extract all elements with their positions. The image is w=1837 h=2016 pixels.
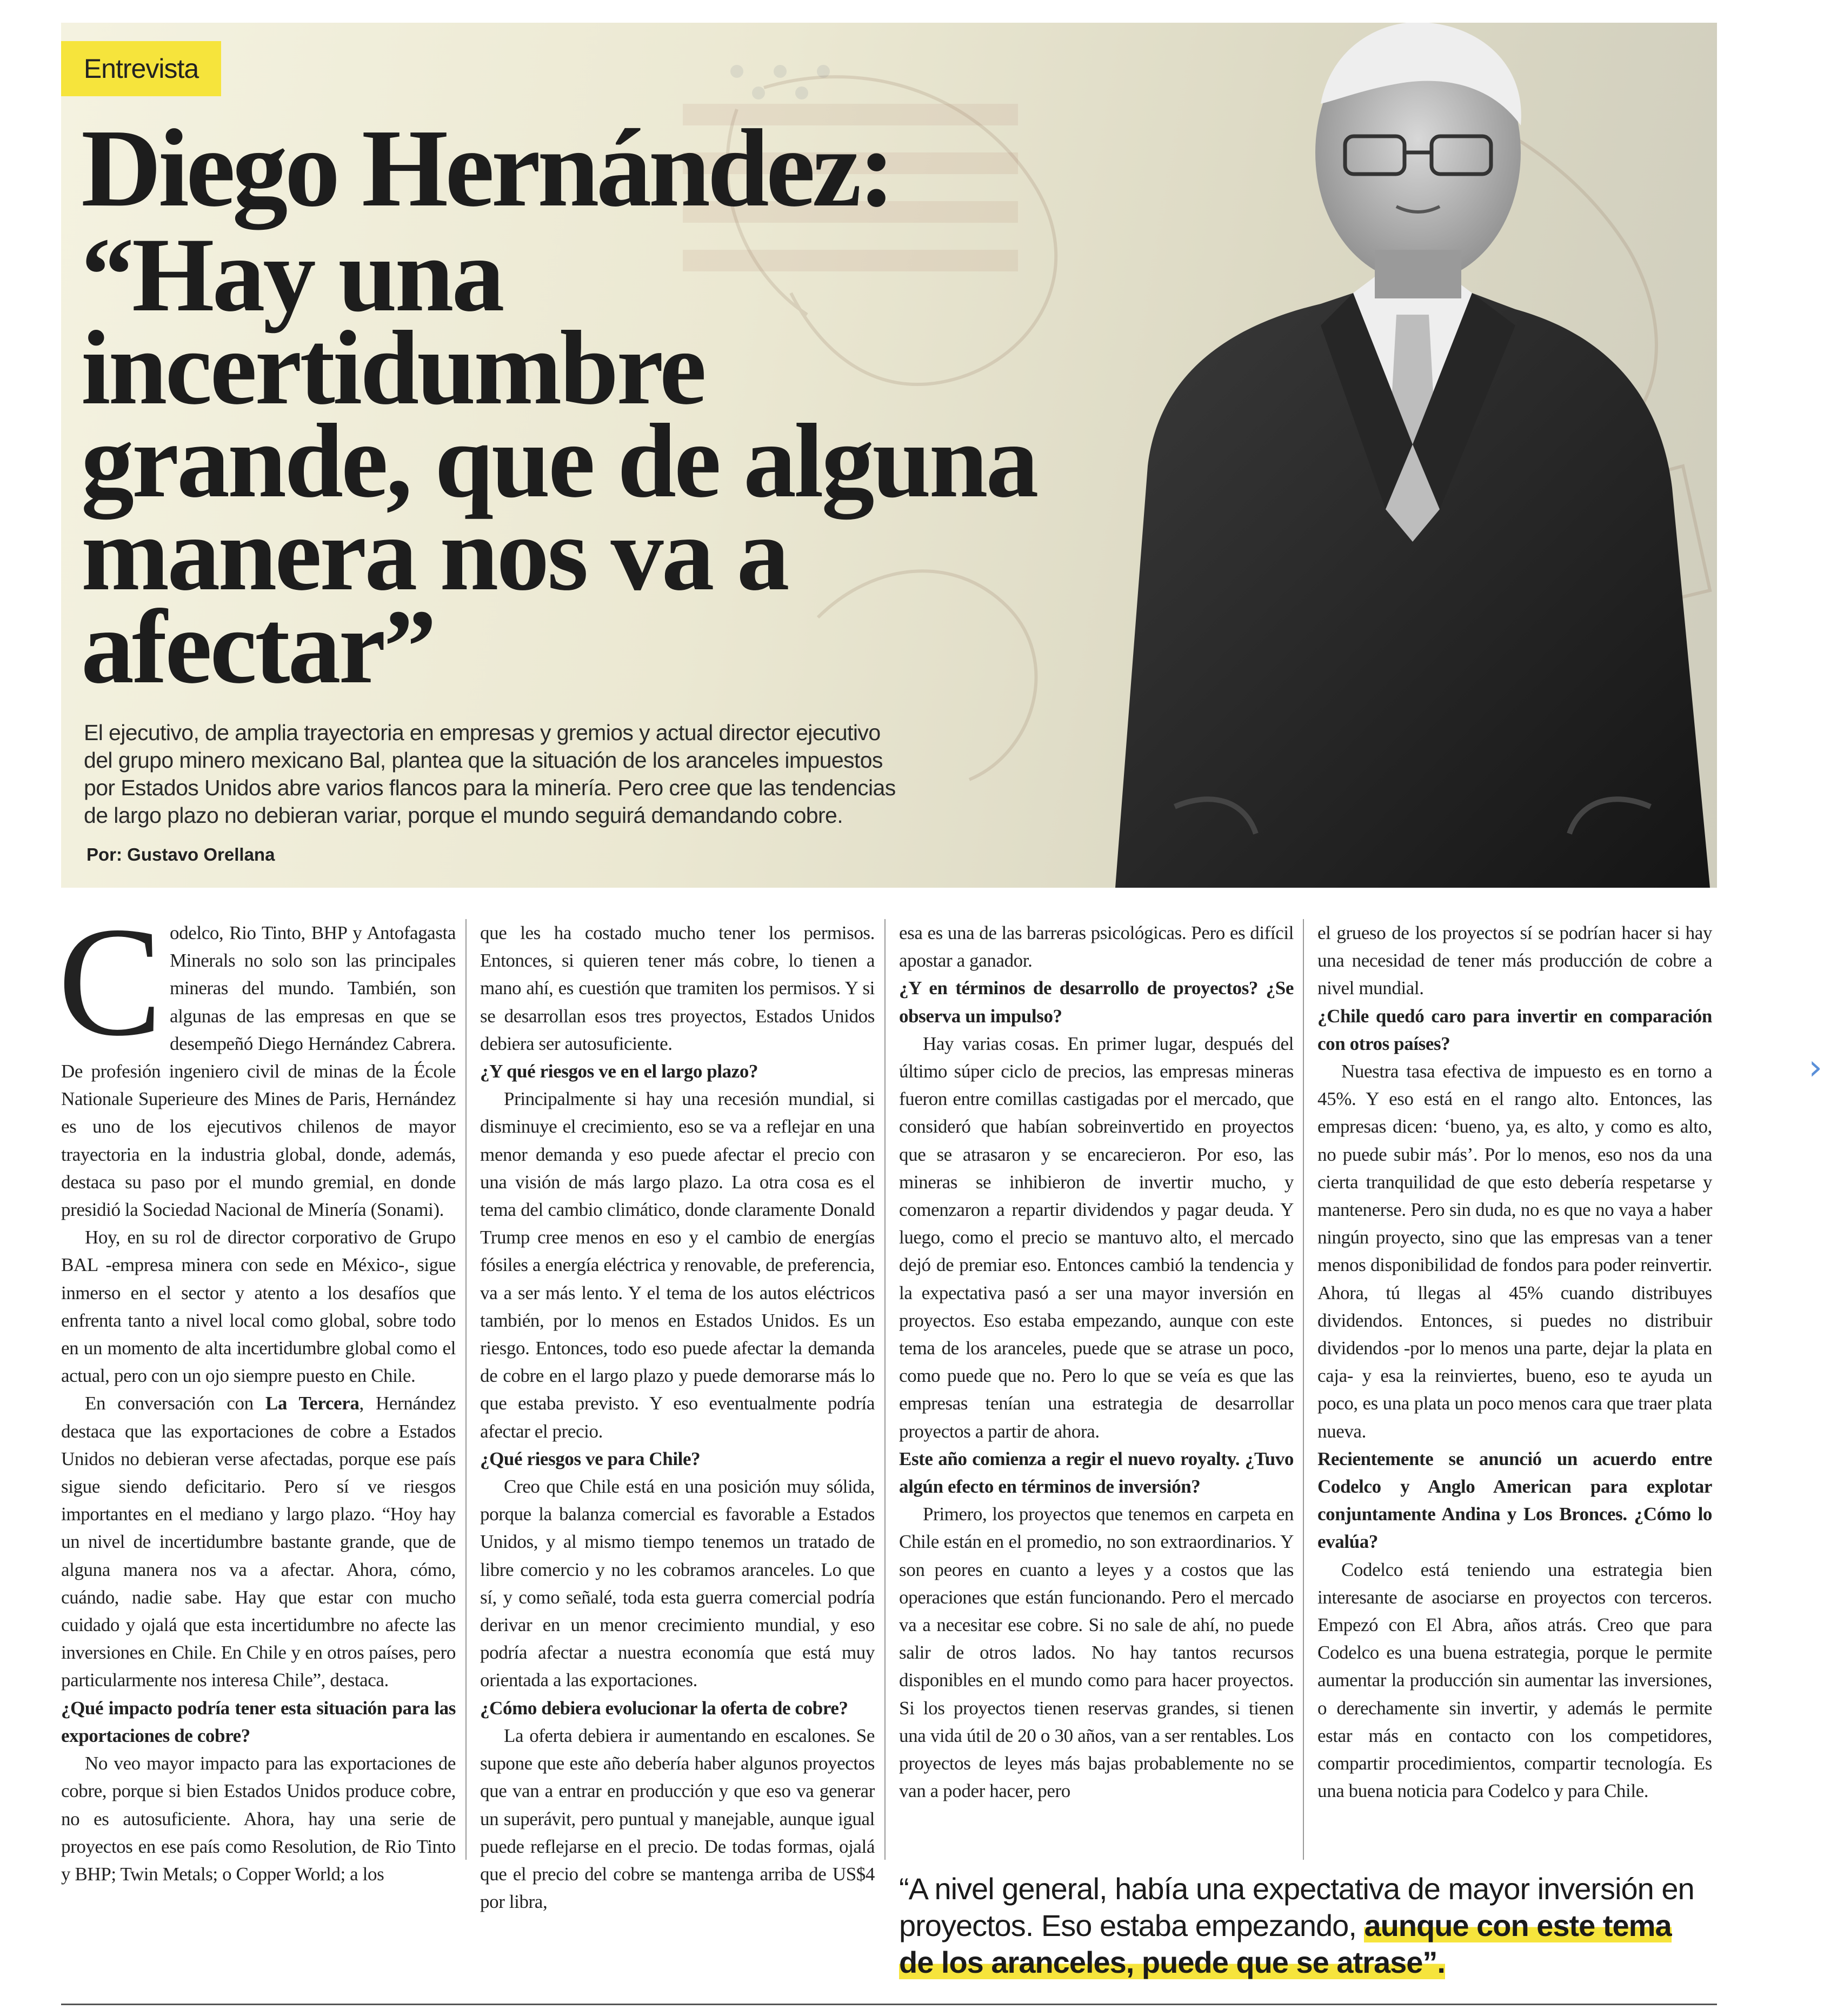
- headline-quote: “Hay una incertidumbre grande, que de alguna manera nos va a afectar”: [81, 216, 1037, 706]
- paragraph: Creo que Chile está en una posición muy sólida, porque la balanza comercial es favorable a Estados Unidos, y al mismo tiempo tenemos un tratado de libre comercio y no les cobramos aranceles. Lo que sí, y como señalé, toda esta guerra comercial podría derivar en un menor crecimiento mundial, y eso podría afectar a nuestra economía que está muy orientada a las exportaciones.: [480, 1476, 875, 1691]
- headline-name: Diego Hernández:: [81, 106, 893, 230]
- pull-quote-text: “A nivel general, había una expectativa de mayor inversión en proyectos. Eso estaba empezando,: [899, 1872, 1694, 1942]
- bottom-divider: [61, 2004, 1717, 2005]
- paragraph: Principalmente si hay una recesión mundial, si disminuye el crecimiento, eso se va a reflejar en una menor demanda y eso puede afectar el precio con una visión de más largo plazo. La otra cosa es el tema del cambio climático, donde claramente Donald Trump cree menos en eso y el cambio de energías fósiles a energía eléctrica y renovable, de preferencia, va a ser más lento. Y el tema de los autos eléctricos también, por lo menos en Estados Unidos. Es un riesgo. Entonces, todo eso puede afectar la demanda de cobre en el largo plazo y puede demorarse más lo que estaba previsto. Y eso eventualmente podría afectar el precio.: [480, 1088, 875, 1442]
- interview-question: ¿Y qué riesgos ve en el largo plazo?: [480, 1061, 758, 1082]
- headline: [81, 106, 1043, 706]
- paragraph: Codelco está teniendo una estrategia bien interesante de asociarse en proyectos con terceros. Empezó con El Abra, años atrás. Creo que para Codelco es una buena estrategia, porque le permite aumentar la producción sin aumentar las inversiones, o derechamente sin invertir, y además le permite estar más en contacto con los competidores, compartir procedimientos, compartir tecnología. Es una buena noticia para Codelco y para Chile.: [1317, 1559, 1712, 1802]
- body-column-4: [1317, 919, 1712, 1805]
- paragraph-comma: ,: [359, 1393, 376, 1414]
- body-column-3: [899, 919, 1294, 1805]
- body-column-1: [58, 895, 456, 1888]
- pull-quote-highlight: aunque con este tema de los aranceles, puede que se atrase”.: [899, 1908, 1672, 1979]
- lede-paragraph: El ejecutivo, de amplia trayectoria en empresas y gremios y actual director ejecutivo del grupo minero mexicano Bal, plantea que la situación de los aranceles impuestos por Estados Unidos abre varios flancos para la minería. Pero cree que las tendencias de largo plazo no debieran variar, porque el mundo seguirá demandando cobre.: [84, 720, 896, 828]
- byline: Por: Gustavo Orellana: [86, 844, 275, 864]
- body-column-2: [480, 919, 875, 1915]
- paragraph: odelco, Rio Tinto, BHP y Antofagasta Minerals no solo son las principales mineras del mundo. También, son algunas de las empresas en que se desempeñó Diego Hernández Cabrera. De profesión ingeniero civil de minas de la École Nationale Superieure des Mines de Paris, Hernández es uno de los ejecutivos chilenos de mayor trayectoria en la industria global, donde, además, destaca su paso por el mundo gremial, en donde presidió la Sociedad Nacional de Minería (Sonami).: [61, 922, 456, 1221]
- paragraph-text: Hernández destaca que las exportaciones de cobre a Estados Unidos no debieran verse afectadas, porque ese país sigue siendo deficitario. Pero sí ve riesgos importantes en el mediano y largo plazo. “Hoy hay un nivel de incertidumbre bastante grande, que de alguna manera nos va a afectar. Ahora, cómo, cuándo, nadie sabe. Hay que estar con mucho cuidado y ojalá que esta incertidumbre no afecte las inversiones en Chile. En Chile y en otros países, pero particularmente nos interesa Chile”, destaca.: [61, 1393, 456, 1691]
- column-divider: [465, 919, 467, 1860]
- chevron-right-icon[interactable]: ›: [1808, 1048, 1822, 1088]
- paragraph: La oferta debiera ir aumentando en escalones. Se supone que este año debería haber algunos proyectos que van a entrar en producción y que eso va generar un superávit, pero puntual y manejable, aunque igual puede reflejarse en el precio. De todas formas, ojalá que el precio del cobre se mantenga arriba de US$4 por libra,: [480, 1725, 875, 1913]
- publication-name: La Tercera: [265, 1393, 360, 1414]
- paragraph: que les ha costado mucho tener los permisos. Entonces, si quieren tener más cobre, lo tienen a mano ahí, es cuestión que tramiten los permisos. Y si se desarrollan esos tres proyectos, Estados Unidos debiera ser autosuficiente.: [480, 922, 875, 1054]
- paragraph: esa es una de las barreras psicológicas. Pero es difícil apostar a ganador.: [899, 922, 1294, 972]
- column-divider: [884, 919, 886, 1860]
- paragraph: Nuestra tasa efectiva de impuesto es en torno a 45%. Y eso está en el rango alto. Entonces, las empresas dicen: ‘bueno, ya, es alto, y como es alto, no puede subir más’. Por lo menos, eso nos da una cierta tranquilidad de que esto debería respetarse y mantenerse. Pero sin duda, no es que no vaya a haber ningún proyecto, sino que las empresas van a tener menos disponibilidad de fondos para poder reinvertir. Ahora, tú llegas al 45% cuando distribuyes dividendos. Entonces, si puedes no distribuir dividendos -por lo menos una parte, dejar la plata en caja- y esa la reinviertes, bueno, eso te ayuda un poco, es una plata un poco menos cara que traer plata nueva.: [1317, 1061, 1712, 1442]
- paragraph: Hoy, en su rol de director corporativo de Grupo BAL -empresa minera con sede en México-, sigue inmerso en el sector y atento a los desafíos que enfrenta tanto a nivel local como global, sobre todo en un momento de alta incertidumbre global como el actual, pero con un ojo siempre puesto en Chile.: [61, 1227, 456, 1387]
- interview-question: ¿Cómo debiera evolucionar la oferta de cobre?: [480, 1697, 848, 1719]
- paragraph: No veo mayor impacto para las exportaciones de cobre, porque si bien Estados Unidos produce cobre, no es autosuficiente. Ahora, hay una serie de proyectos en ese país como Resolution, de Rio Tinto y BHP; Twin Metals; o Copper World; a los: [61, 1753, 456, 1885]
- interview-question: ¿Qué impacto podría tener esta situación para las exportaciones de cobre?: [61, 1697, 456, 1746]
- paragraph-lead: En conversación con: [85, 1393, 265, 1414]
- section-tag: Entrevista: [61, 41, 221, 96]
- interview-question: ¿Chile quedó caro para invertir en comparación con otros países?: [1317, 1005, 1712, 1054]
- paragraph: [61, 1389, 456, 1694]
- column-divider: [1303, 919, 1304, 1860]
- portrait-photo: [1050, 23, 1717, 888]
- interview-question: ¿Y en términos de desarrollo de proyectos? ¿Se observa un impulso?: [899, 977, 1294, 1027]
- interview-question: Recientemente se anunció un acuerdo entre Codelco y Anglo American para explotar conjuntamente Andina y Los Bronces. ¿Cómo lo evalúa?: [1317, 1448, 1712, 1553]
- drop-cap: C: [58, 895, 163, 1068]
- interview-question: ¿Qué riesgos ve para Chile?: [480, 1448, 701, 1469]
- paragraph: el grueso de los proyectos sí se podrían hacer si hay una necesidad de tener más producción de cobre a nivel mundial.: [1317, 922, 1712, 999]
- interview-question: Este año comienza a regir el nuevo royalty. ¿Tuvo algún efecto en términos de inversión?: [899, 1448, 1294, 1498]
- paragraph: Primero, los proyectos que tenemos en carpeta en Chile están en el promedio, no son extraordinarios. Y son peores en cuanto a leyes y a costos que las operaciones que están funcionando. Pero el mercado va a necesitar ese cobre. Si no sale de ahí, no puede salir de otros lados. No hay tantos recursos disponibles en el mundo como para hacer proyectos. Si los proyectos tienen reservas grandes, si tienen una vida útil de 20 o 30 años, van a ser rentables. Los proyectos de leyes más bajas probablemente no se van a poder hacer, pero: [899, 1503, 1294, 1802]
- paragraph: Hay varias cosas. En primer lugar, después del último súper ciclo de precios, las empresas mineras fueron entre comillas castigadas por el mercado, que consideró que habían sobreinvertido en proyectos que se atrasaron y se encarecieron. Por eso, las mineras se inhibieron de invertir mucho, y comenzaron a repartir dividendos y pagar deuda. Y luego, como el precio se mantuvo alto, el mercado dejó de premiar eso. Entonces cambió la tendencia y la expectativa pasó a ser una mayor inversión en proyectos. Eso estaba empezando, aunque con este tema de los aranceles, puede que se atrase un poco, como puede que no. Pero lo que se veía es que las empresas tenían una estrategia de desarrollar proyectos a partir de ahora.: [899, 1033, 1294, 1442]
- pull-quote: [899, 1871, 1710, 1981]
